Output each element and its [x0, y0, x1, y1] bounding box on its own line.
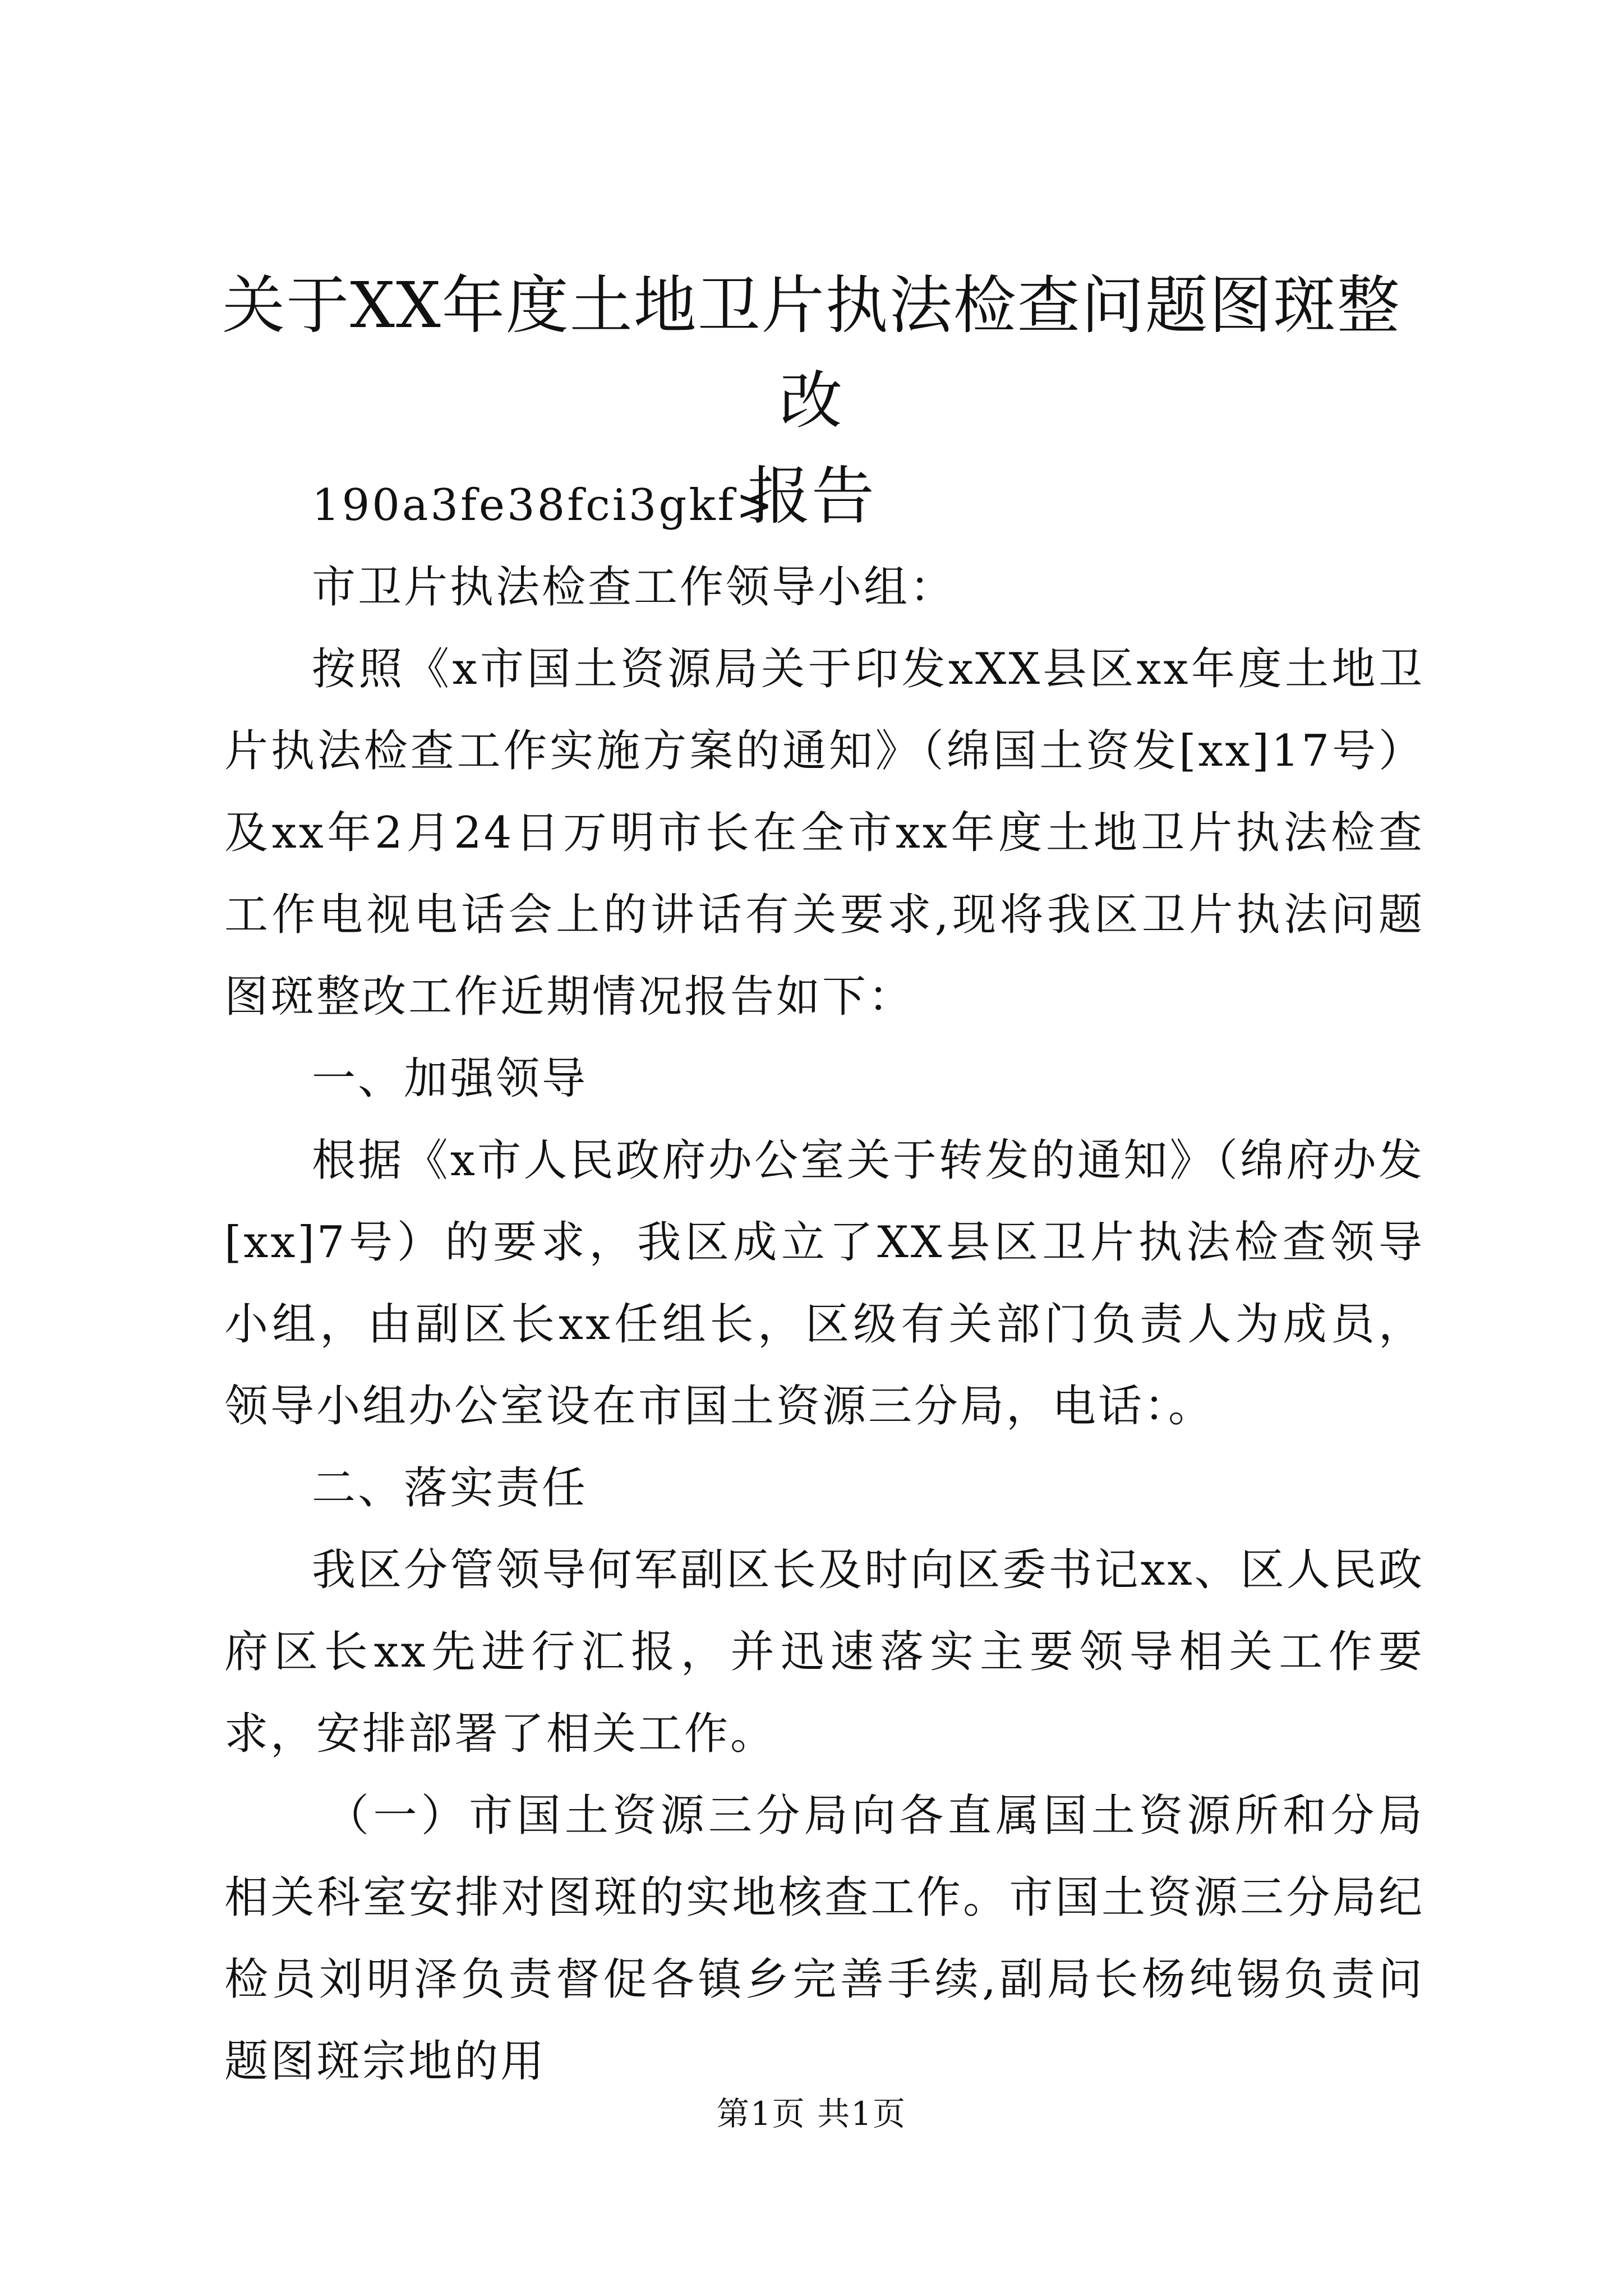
salutation: 市卫片执法检查工作领导小组： — [312, 562, 956, 613]
section-heading-2: 二、落实责任 — [312, 1463, 588, 1513]
section-heading-1: 一、加强领导 — [312, 1053, 588, 1104]
title-line-1: 关于XX年度土地卫片执法检查问题图斑整改 — [222, 269, 1401, 438]
title-line-2: 报告 — [748, 460, 875, 533]
subsection-1-paragraph: （一）市国土资源三分局向各直属国土资源所和分局相关科室安排对图斑的实地核查工作。市国土资源三分局纪检员刘明泽负责督促各镇乡完善手续,副局长杨纯锡负责问题图斑宗地的用 — [224, 1791, 1424, 2087]
section-2-paragraph: 我区分管领导何军副区长及时向区委书记xx、区人民政府区长xx先进行汇报，并迅速落实主要领导相关工作要求，安排部署了相关工作。 — [224, 1545, 1424, 1759]
document-body — [224, 464, 1424, 2102]
reference-code: 190a3fe38fci3gkf> — [312, 480, 775, 531]
section-1-paragraph: 根据《x市人民政府办公室关于转发的通知》（绵府办发[xx]7号）的要求，我区成立了XX县区卫片执法检查领导小组，由副区长xx任组长，区级有关部门负责人为成员，领导小组办公室设在市国土资源三分局，电话：。 — [224, 1135, 1424, 1432]
intro-paragraph: 按照《x市国土资源局关于印发xXX县区xx年度土地卫片执法检查工作实施方案的通知》（绵国土资发[xx]17号）及xx年2月24日万明市长在全市xx年度土地卫片执法检查工作电视电话会上的讲话有关要求,现将我区卫片执法问题图斑整改工作近期情况报告如下： — [224, 644, 1424, 1022]
page-number-footer: 第1页 共1页 — [716, 2095, 907, 2133]
